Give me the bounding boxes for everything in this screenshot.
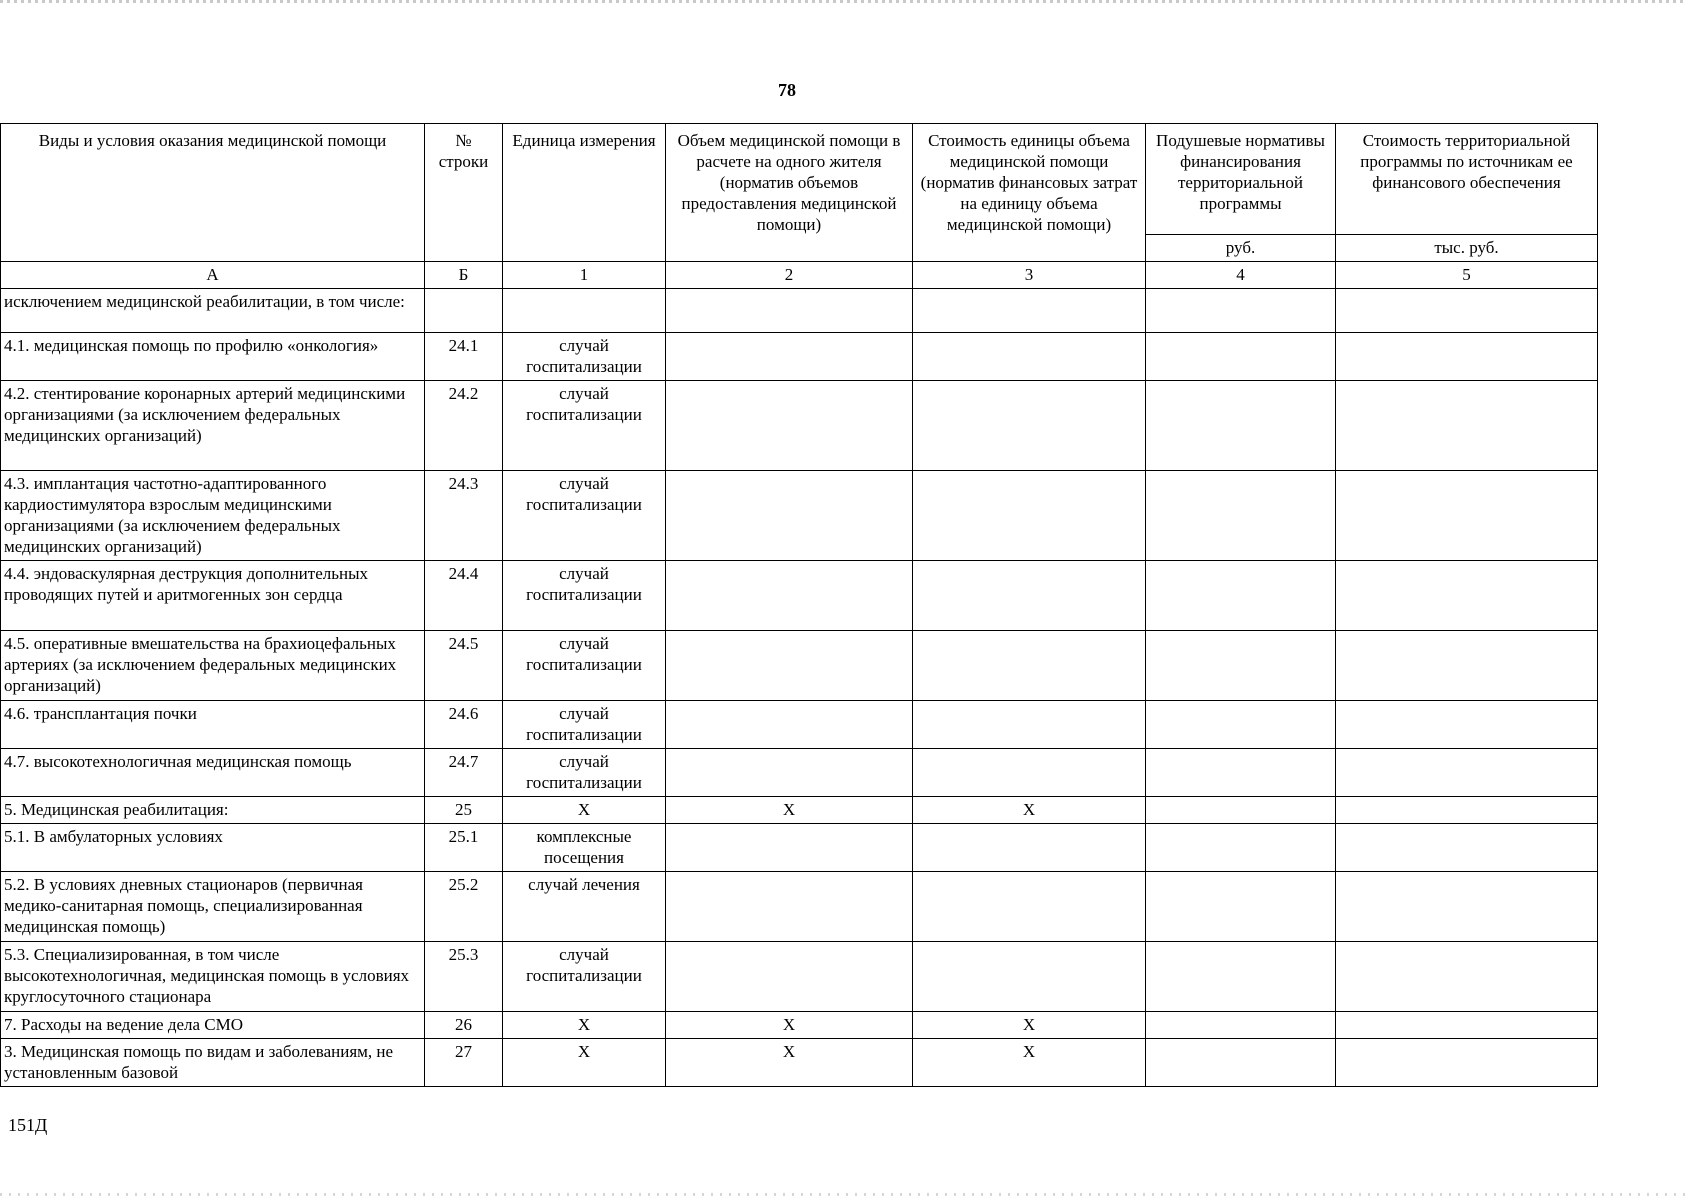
row-per-capita [1146, 289, 1336, 333]
row-unit-cost [913, 701, 1146, 749]
row-program-cost [1336, 942, 1598, 1012]
row-unit-cost [913, 333, 1146, 381]
scan-edge-bottom [0, 1193, 1686, 1196]
row-unit: случай госпитализации [503, 471, 666, 561]
row-unit-cost [913, 289, 1146, 333]
row-volume: X [666, 797, 913, 824]
row-unit: случай госпитализации [503, 561, 666, 631]
header-col-b: № строки [425, 124, 503, 262]
row-per-capita [1146, 631, 1336, 701]
row-per-capita [1146, 942, 1336, 1012]
row-unit-cost: X [913, 1039, 1146, 1087]
row-number: 24.5 [425, 631, 503, 701]
row-program-cost [1336, 1012, 1598, 1039]
row-name: 4.5. оперативные вмешательства на брахиоцефальных артериях (за исключением федеральных медицинских организаций) [1, 631, 425, 701]
row-unit-cost: X [913, 1012, 1146, 1039]
row-unit: случай госпитализации [503, 701, 666, 749]
table-row [1, 381, 1598, 471]
row-unit-cost [913, 749, 1146, 797]
scan-edge-top [0, 0, 1686, 3]
table-row [1, 1012, 1598, 1039]
index-cell: 5 [1336, 262, 1598, 289]
row-unit: случай госпитализации [503, 381, 666, 471]
index-cell: 2 [666, 262, 913, 289]
row-volume [666, 749, 913, 797]
row-name: 7. Расходы на ведение дела СМО [1, 1012, 425, 1039]
row-number: 26 [425, 1012, 503, 1039]
row-program-cost [1336, 797, 1598, 824]
row-volume [666, 333, 913, 381]
row-unit-cost [913, 872, 1146, 942]
index-cell: 3 [913, 262, 1146, 289]
row-number: 25 [425, 797, 503, 824]
row-number: 24.6 [425, 701, 503, 749]
row-unit-cost [913, 471, 1146, 561]
header-col-1: Единица измерения [503, 124, 666, 262]
row-per-capita [1146, 1012, 1336, 1039]
row-program-cost [1336, 333, 1598, 381]
row-per-capita [1146, 1039, 1336, 1087]
header-col-2: Объем медицинской помощи в расчете на одного жителя (норматив объемов предоставления медицинской помощи) [666, 124, 913, 262]
row-name: 3. Медицинская помощь по видам и заболеваниям, не установленным базовой [1, 1039, 425, 1087]
row-unit: X [503, 797, 666, 824]
index-cell: А [1, 262, 425, 289]
financing-table [0, 123, 1598, 1087]
table-row [1, 824, 1598, 872]
row-name: 4.1. медицинская помощь по профилю «онкология» [1, 333, 425, 381]
row-number: 24.4 [425, 561, 503, 631]
row-name: 4.7. высокотехнологичная медицинская помощь [1, 749, 425, 797]
row-unit: комплексные посещения [503, 824, 666, 872]
row-unit: случай госпитализации [503, 333, 666, 381]
table-row [1, 1039, 1598, 1087]
unit-col-4: руб. [1146, 235, 1336, 262]
table-row [1, 749, 1598, 797]
row-program-cost [1336, 289, 1598, 333]
index-cell: 1 [503, 262, 666, 289]
row-unit-cost: X [913, 797, 1146, 824]
header-row [1, 124, 1598, 235]
unit-col-5: тыс. руб. [1336, 235, 1598, 262]
row-name: 5.2. В условиях дневных стационаров (первичная медико-санитарная помощь, специализированная медицинская помощь) [1, 872, 425, 942]
row-unit: случай госпитализации [503, 749, 666, 797]
header-col-5: Стоимость территориальной программы по источникам ее финансового обеспечения [1336, 124, 1598, 235]
row-name: 4.4. эндоваскулярная деструкция дополнительных проводящих путей и аритмогенных зон сердца [1, 561, 425, 631]
row-per-capita [1146, 381, 1336, 471]
row-name: 4.6. трансплантация почки [1, 701, 425, 749]
row-per-capita [1146, 824, 1336, 872]
row-program-cost [1336, 381, 1598, 471]
row-name: 5. Медицинская реабилитация: [1, 797, 425, 824]
row-unit [503, 289, 666, 333]
row-name: 4.2. стентирование коронарных артерий медицинскими организациями (за исключением федеральных медицинских организаций) [1, 381, 425, 471]
row-unit-cost [913, 942, 1146, 1012]
row-per-capita [1146, 471, 1336, 561]
row-program-cost [1336, 872, 1598, 942]
row-number: 24.1 [425, 333, 503, 381]
row-program-cost [1336, 561, 1598, 631]
index-cell: 4 [1146, 262, 1336, 289]
row-volume [666, 289, 913, 333]
row-unit-cost [913, 561, 1146, 631]
row-volume [666, 872, 913, 942]
row-program-cost [1336, 749, 1598, 797]
row-unit: случай госпитализации [503, 942, 666, 1012]
row-number [425, 289, 503, 333]
row-number: 25.1 [425, 824, 503, 872]
row-unit: случай госпитализации [503, 631, 666, 701]
row-number: 24.3 [425, 471, 503, 561]
row-number: 24.2 [425, 381, 503, 471]
row-unit: X [503, 1039, 666, 1087]
row-unit-cost [913, 631, 1146, 701]
row-name: 5.3. Специализированная, в том числе высокотехнологичная, медицинская помощь в условиях круглосуточного стационара [1, 942, 425, 1012]
header-col-4: Подушевые нормативы финансирования территориальной программы [1146, 124, 1336, 235]
row-number: 24.7 [425, 749, 503, 797]
row-per-capita [1146, 701, 1336, 749]
row-program-cost [1336, 631, 1598, 701]
table-row [1, 561, 1598, 631]
row-number: 27 [425, 1039, 503, 1087]
row-name: 5.1. В амбулаторных условиях [1, 824, 425, 872]
row-unit-cost [913, 381, 1146, 471]
row-volume [666, 381, 913, 471]
row-unit-cost [913, 824, 1146, 872]
table-row [1, 701, 1598, 749]
row-per-capita [1146, 749, 1336, 797]
table-row [1, 942, 1598, 1012]
row-per-capita [1146, 797, 1336, 824]
row-volume [666, 824, 913, 872]
row-per-capita [1146, 561, 1336, 631]
table-row [1, 289, 1598, 333]
table-row [1, 333, 1598, 381]
row-number: 25.2 [425, 872, 503, 942]
index-cell: Б [425, 262, 503, 289]
table-row [1, 471, 1598, 561]
row-volume: X [666, 1012, 913, 1039]
header-col-a: Виды и условия оказания медицинской помощи [1, 124, 425, 262]
row-volume [666, 471, 913, 561]
row-unit: X [503, 1012, 666, 1039]
row-program-cost [1336, 1039, 1598, 1087]
table-row [1, 631, 1598, 701]
document-code: 151Д [8, 1115, 48, 1135]
row-volume [666, 942, 913, 1012]
row-program-cost [1336, 471, 1598, 561]
page-number: 78 [778, 80, 796, 100]
row-per-capita [1146, 872, 1336, 942]
row-volume [666, 561, 913, 631]
row-program-cost [1336, 701, 1598, 749]
row-name: 4.3. имплантация частотно-адаптированного кардиостимулятора взрослым медицинскими организациями (за исключением федеральных медицинских организаций) [1, 471, 425, 561]
table-row [1, 797, 1598, 824]
row-number: 25.3 [425, 942, 503, 1012]
header-col-3: Стоимость единицы объема медицинской помощи (норматив финансовых затрат на единицу объема медицинской помощи) [913, 124, 1146, 262]
row-program-cost [1336, 824, 1598, 872]
row-volume [666, 701, 913, 749]
table-row [1, 872, 1598, 942]
row-unit: случай лечения [503, 872, 666, 942]
row-per-capita [1146, 333, 1336, 381]
row-volume [666, 631, 913, 701]
row-name: исключением медицинской реабилитации, в том числе: [1, 289, 425, 333]
row-volume: X [666, 1039, 913, 1087]
index-row [1, 262, 1598, 289]
